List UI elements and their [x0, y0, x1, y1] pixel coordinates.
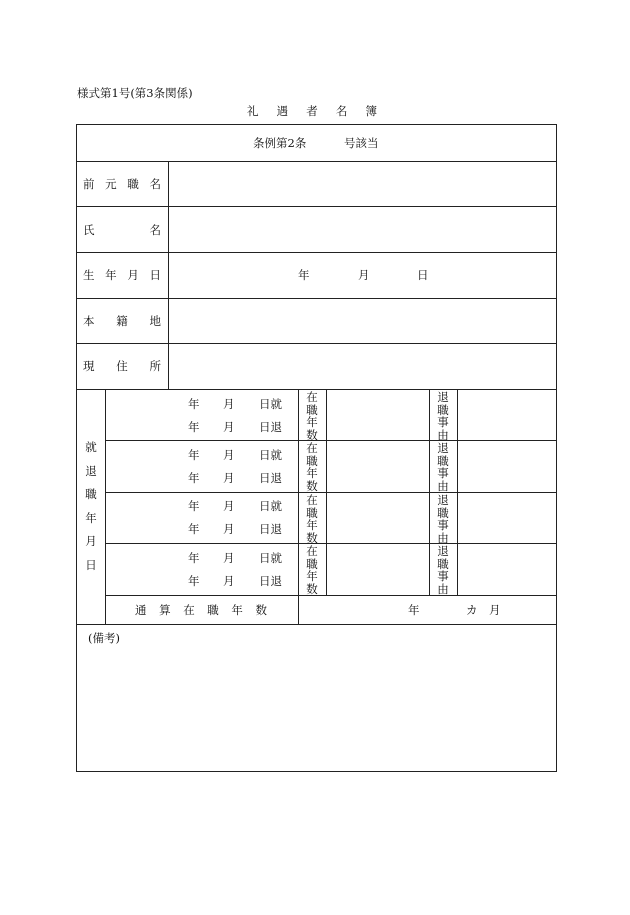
retirement-reason-field[interactable]: [458, 544, 556, 595]
total-month-unit: 月: [489, 603, 501, 617]
label-char: 名: [149, 177, 161, 191]
label-char: 職: [127, 177, 139, 191]
retirement-reason-label: 退職事由: [437, 493, 449, 545]
start-day-unit: 日就: [259, 397, 282, 411]
remarks-label: (備考): [88, 631, 120, 645]
label-char: 年: [105, 268, 117, 282]
label-char: 月: [127, 268, 139, 282]
retirement-reason-label: 退職事由: [437, 544, 449, 596]
address-label: [83, 359, 161, 373]
start-year-unit: 年: [188, 397, 200, 411]
end-year-unit: 年: [188, 420, 200, 434]
label-char: 元: [105, 177, 117, 191]
birth-date-label: [83, 268, 161, 282]
retirement-reason-field[interactable]: [458, 493, 556, 543]
table-border-top: [76, 124, 557, 125]
birth-year-unit: 年: [298, 268, 310, 282]
label-char: 氏: [83, 223, 95, 237]
end-month-unit: 月: [223, 574, 235, 588]
years-of-service-label: 在職年数: [306, 544, 318, 596]
end-month-unit: 月: [223, 471, 235, 485]
birth-day-unit: 日: [417, 268, 429, 282]
birth-month-unit: 月: [358, 268, 370, 282]
former-post-field[interactable]: [169, 162, 556, 206]
start-year-unit: 年: [188, 448, 200, 462]
remarks-field[interactable]: [77, 646, 556, 771]
label-char: 現: [83, 359, 95, 373]
label-char: 算: [159, 603, 171, 617]
label-char: 在: [183, 603, 195, 617]
date-column-divider: [298, 389, 299, 624]
end-day-unit: 日退: [259, 522, 282, 536]
name-label: [83, 223, 161, 237]
label-char: 数: [255, 603, 267, 617]
name-field[interactable]: [169, 207, 556, 252]
start-year-unit: 年: [188, 499, 200, 513]
label-char: 本: [83, 314, 95, 328]
total-years-label: [135, 603, 267, 617]
ordinance-item-label: 号該当: [344, 136, 379, 150]
years-of-service-field[interactable]: [327, 441, 429, 492]
table-border-right: [556, 124, 557, 772]
start-year-unit: 年: [188, 551, 200, 565]
table-border-bottom: [76, 771, 557, 772]
start-month-unit: 月: [223, 499, 235, 513]
label-char: 所: [149, 359, 161, 373]
years-of-service-field[interactable]: [327, 544, 429, 595]
retirement-reason-field[interactable]: [458, 390, 556, 440]
domicile-label: [83, 314, 161, 328]
label-char: 通: [135, 603, 147, 617]
start-day-unit: 日就: [259, 448, 282, 462]
end-year-unit: 年: [188, 522, 200, 536]
years-of-service-field[interactable]: [327, 390, 429, 440]
address-field[interactable]: [169, 344, 556, 389]
end-day-unit: 日退: [259, 471, 282, 485]
end-year-unit: 年: [188, 574, 200, 588]
title-char: 名: [335, 104, 348, 118]
start-month-unit: 月: [223, 448, 235, 462]
label-char: 地: [149, 314, 161, 328]
reason-label-divider: [429, 389, 430, 595]
title-char: 簿: [365, 104, 377, 118]
years-of-service-field[interactable]: [327, 493, 429, 543]
title-char: 礼: [247, 104, 259, 118]
domicile-field[interactable]: [169, 299, 556, 343]
form-number: 様式第1号(第3条関係): [77, 86, 193, 100]
years-of-service-label: 在職年数: [306, 441, 318, 493]
label-char: 籍: [116, 314, 128, 328]
label-char: 日: [149, 268, 161, 282]
label-char: 職: [207, 603, 219, 617]
ordinance-article-label: 条例第2条: [253, 136, 307, 150]
end-year-unit: 年: [188, 471, 200, 485]
end-day-unit: 日退: [259, 574, 282, 588]
title-char: 者: [306, 104, 318, 118]
former-post-label: [83, 177, 161, 191]
label-char: 生: [83, 268, 95, 282]
retirement-reason-label: 退職事由: [437, 441, 449, 493]
label-char: 年: [231, 603, 243, 617]
years-of-service-label: 在職年数: [306, 493, 318, 545]
start-day-unit: 日就: [259, 551, 282, 565]
label-char: 住: [116, 359, 128, 373]
start-month-unit: 月: [223, 397, 235, 411]
total-months-unit: カ: [466, 603, 478, 617]
end-month-unit: 月: [223, 522, 235, 536]
total-years-field[interactable]: [299, 596, 556, 624]
total-year-unit: 年: [408, 603, 420, 617]
employment-dates-side-label: 就退職年月日: [85, 440, 97, 572]
start-month-unit: 月: [223, 551, 235, 565]
title-char: 遇: [276, 104, 289, 118]
label-char: 名: [149, 223, 161, 237]
side-label-divider: [105, 389, 106, 624]
retirement-reason-field[interactable]: [458, 441, 556, 492]
start-day-unit: 日就: [259, 499, 282, 513]
years-of-service-label: 在職年数: [306, 390, 318, 442]
end-month-unit: 月: [223, 420, 235, 434]
document-title: [247, 104, 377, 118]
end-day-unit: 日退: [259, 420, 282, 434]
label-char: 前: [83, 177, 95, 191]
retirement-reason-label: 退職事由: [437, 390, 449, 442]
row-divider: [76, 624, 557, 625]
